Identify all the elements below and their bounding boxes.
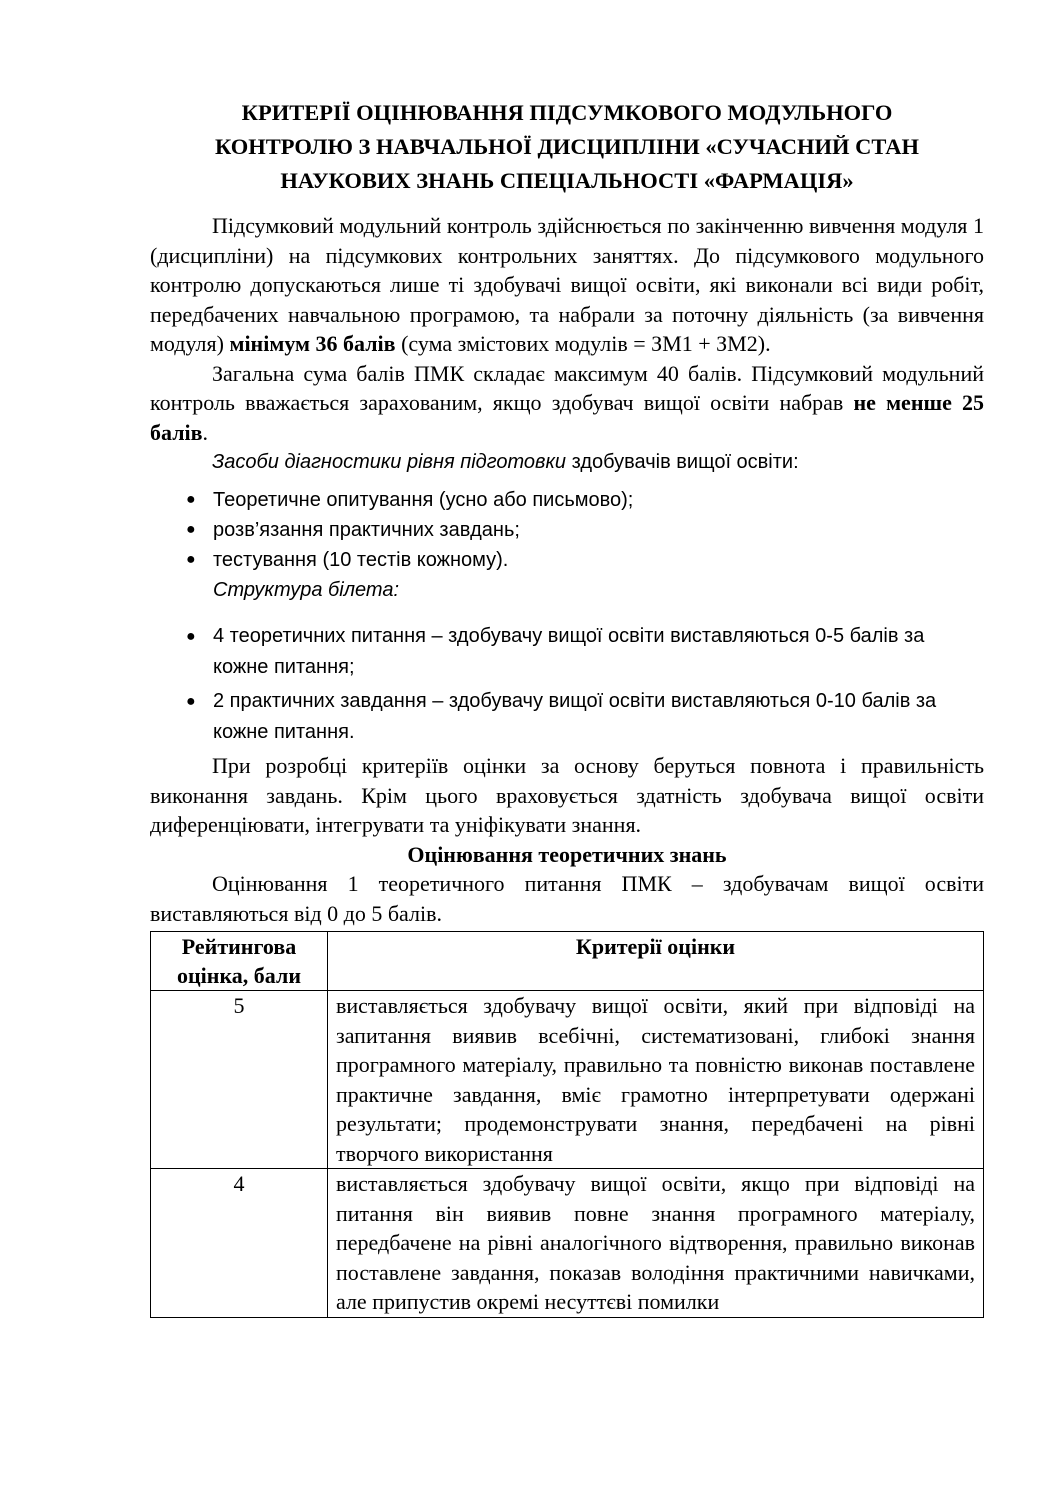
intro-p2-bold: не менше 25 балів [150, 390, 984, 445]
bullet-icon: ● [186, 491, 196, 508]
table-header-row [151, 932, 984, 991]
bullet-icon: ● [186, 628, 196, 645]
table-cell-criteria: виставляється здобувачу вищої освіти, який при відповіді на запитання виявив всебічні, систематизовані, глибокі знання програмного матеріалу, правильно та повністю виконав поставлене практичне завдання, вміє грамотно інтерпретувати одержані результати; продемонструвати знання, передбачені на рівні творчого використання [328, 991, 984, 1169]
bullet-icon: ● [186, 521, 196, 538]
ticket-heading: Структура білета: [213, 579, 400, 601]
intro-paragraph-2 [150, 359, 984, 448]
list-item-text: тестування (10 тестів кожному). [213, 549, 509, 571]
document-page [150, 96, 984, 1318]
intro-p1-bold: мінімум 36 балів [229, 331, 396, 356]
section-title: Оцінювання теоретичних знань [407, 841, 727, 867]
section-intro: Оцінювання 1 теоретичного питання ПМК – здобувачам вищої освіти виставляються від 0 до 5 балів. [150, 871, 984, 926]
table-cell-score: 4 [151, 1169, 328, 1318]
bullet-icon: ● [186, 693, 196, 710]
list-item [150, 485, 984, 515]
grading-table [150, 931, 984, 1318]
document-title [150, 96, 984, 198]
list-item [150, 515, 984, 545]
list-item-text: розв’язання практичних завдань; [213, 519, 520, 541]
list-item [150, 686, 984, 748]
bullet-icon: ● [186, 551, 196, 568]
table-row [151, 991, 984, 1169]
intro-p1-text-end: (сума змістових модулів = ЗМ1 + ЗМ2). [395, 331, 771, 356]
list-item [150, 621, 984, 683]
diagnostics-text: здобувачів вищої освіти: [566, 451, 799, 473]
table-header-criteria: Критерії оцінки [328, 932, 984, 991]
title-line-1: КРИТЕРІЇ ОЦІНЮВАННЯ ПІДСУМКОВОГО МОДУЛЬНОГО [241, 100, 893, 125]
table-row [151, 1169, 984, 1318]
criteria-paragraph: При розробці критеріїв оцінки за основу беруться повнота і правильність виконання завдань. Крім цього враховується здатність здобувача вищої освіти диференціювати, інтегрувати та уніфікувати знання. [150, 753, 984, 837]
table-cell-score: 5 [151, 991, 328, 1169]
diagnostics-list [150, 485, 984, 575]
table-cell-criteria: виставляється здобувачу вищої освіти, якщо при відповіді на питання він виявив повне знання програмного матеріалу, передбачене на рівні аналогічного відтворення, правильно виконав поставлене завдання, показав володіння практичними навичками, але припустив окремі несуттєві помилки [328, 1169, 984, 1318]
diagnostics-italic: Засоби діагностики рівня підготовки [212, 451, 567, 473]
title-line-2: КОНТРОЛЮ З НАВЧАЛЬНОЇ ДИСЦИПЛІНИ «СУЧАСНИЙ СТАН [215, 134, 919, 159]
list-item [150, 545, 984, 575]
intro-p2-text-end: . [202, 419, 209, 445]
table-header-score: Рейтингова оцінка, бали [151, 932, 328, 991]
ticket-list [150, 621, 984, 748]
title-line-3: НАУКОВИХ ЗНАНЬ СПЕЦІАЛЬНОСТІ «ФАРМАЦІЯ» [280, 168, 854, 193]
intro-p2-text: Загальна сума балів ПМК складає максимум 40 балів. Підсумковий модульний контроль вважається зарахованим, якщо здобувач вищої освіти набрав [150, 360, 984, 415]
list-item-text: 4 теоретичних питання – здобувачу вищої освіти виставляються 0-5 балів за кожне питання; [213, 625, 925, 678]
list-item-text: 2 практичних завдання – здобувачу вищої освіти виставляються 0-10 балів за кожне питання. [213, 690, 937, 743]
intro-paragraph-1 [150, 211, 984, 359]
diagnostics-paragraph [150, 447, 984, 477]
intro-p1-text: Підсумковий модульний контроль здійснюється по закінченню вивчення модуля 1 (дисципліни) на підсумкових контрольних заняттях. До підсумкового модульного контролю допускаються лише ті здобувачі вищої освіти, які виконали всі види робіт, передбачених навчальною програмою, та набрали за поточну діяльність (за вивчення модуля) [150, 213, 984, 356]
list-item-text: Теоретичне опитування (усно або письмово); [213, 489, 634, 511]
